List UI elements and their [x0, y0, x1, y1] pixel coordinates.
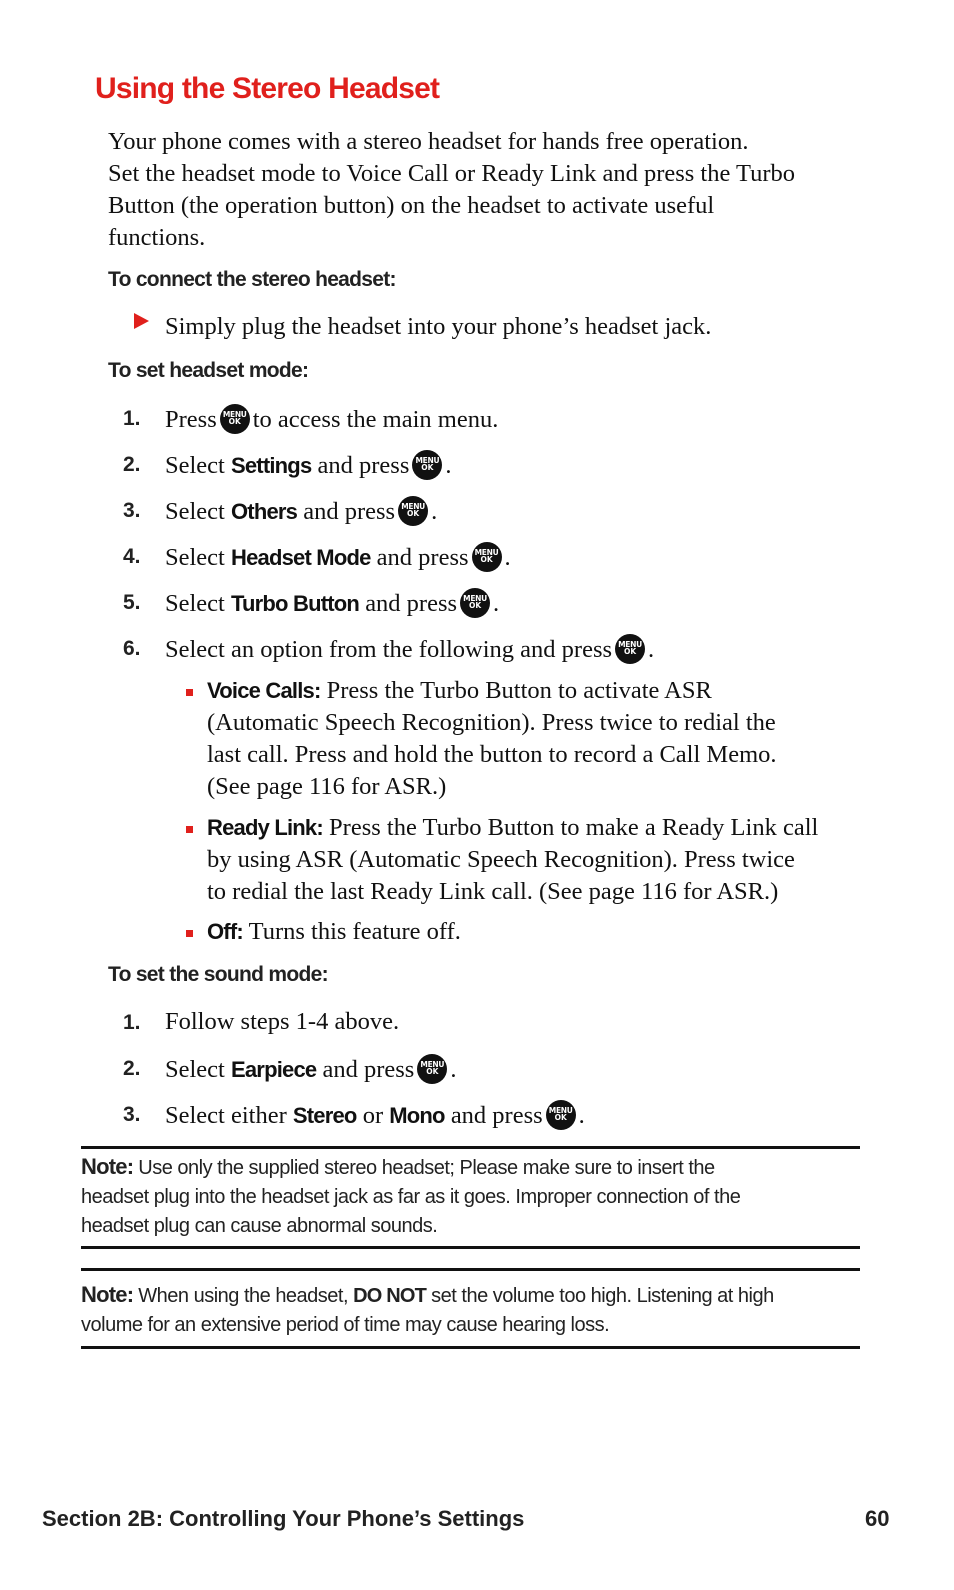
step-post: and press [322, 1056, 415, 1083]
intro-line: Set the headset mode to Voice Call or Ready Link and press the Turbo [108, 160, 796, 187]
connect-heading: To connect the stereo headset: [108, 268, 396, 291]
page-title: Using the Stereo Headset [95, 72, 440, 105]
menu-ok-icon: MENU OK [412, 450, 442, 480]
step-6-text: Select an option from the following and press MENU OK . [165, 636, 655, 663]
step-pre: Select [165, 452, 225, 479]
intro-line: Your phone comes with a stereo headset for hands free operation. [108, 128, 749, 155]
step-post: and press [376, 544, 469, 571]
footer-page-number: 60 [865, 1506, 890, 1531]
option-text: Press the Turbo Button to activate ASR [326, 677, 712, 704]
step-keyword: Earpiece [231, 1057, 317, 1082]
step-mid: or [362, 1102, 384, 1129]
step-2-text: Select Settings and press MENU OK . [165, 452, 452, 479]
sound-mode-heading: To set the sound mode: [108, 963, 328, 986]
option-text: to redial the last Ready Link call. (See page 116 for ASR.) [207, 878, 779, 905]
note-text: When using the headset, [138, 1285, 349, 1307]
step-number: 2. [123, 453, 141, 476]
option-text: (Automatic Speech Recognition). Press twice to redial the [207, 709, 776, 736]
note-label: Note: [81, 1154, 134, 1179]
option-ready-link [207, 812, 867, 908]
step-number: 2. [123, 1057, 141, 1080]
menu-ok-icon: MENU OK [220, 404, 250, 434]
step-number: 1. [123, 407, 141, 430]
intro-line: Button (the operation button) on the headset to activate useful [108, 192, 715, 219]
step-keyword: Others [231, 499, 298, 524]
option-label: Off: [207, 919, 243, 944]
option-label: Ready Link: [207, 815, 323, 840]
step-post: and press [450, 1102, 543, 1129]
option-voice-calls [207, 675, 867, 803]
note-divider [81, 1346, 860, 1349]
step-number: 4. [123, 545, 141, 568]
step-pre: Select [165, 590, 225, 617]
step-3-text: Select Others and press MENU OK . [165, 498, 438, 525]
step-1-text [165, 404, 498, 434]
intro-paragraph [108, 126, 868, 254]
step-number: 5. [123, 591, 141, 614]
footer-section-title: Section 2B: Controlling Your Phone’s Settings [42, 1506, 525, 1531]
square-bullet-icon [186, 826, 193, 833]
note-label: Note: [81, 1282, 134, 1307]
note-divider [81, 1246, 860, 1249]
note-text: headset plug into the headset jack as far as it goes. Improper connection of the [81, 1186, 741, 1208]
step-pre: Select [165, 544, 225, 571]
menu-ok-icon: MENU OK [546, 1100, 576, 1130]
sound-step-3-text: Select either Stereo or Mono and press MENU OK . [165, 1102, 585, 1129]
option-off [207, 916, 867, 948]
step-number: 3. [123, 499, 141, 522]
step-5-text: Select Turbo Button and press MENU OK . [165, 590, 500, 617]
step-keyword: Mono [389, 1103, 445, 1128]
option-text: by using ASR (Automatic Speech Recognition). Press twice [207, 846, 795, 873]
square-bullet-icon [186, 689, 193, 696]
step-number: 1. [123, 1011, 141, 1034]
step-post: and press [303, 498, 396, 525]
warning-note-box [81, 1280, 860, 1340]
connect-bullet-text: Simply plug the headset into your phone’s headset jack. [165, 313, 712, 340]
menu-ok-icon: MENU OK [398, 496, 428, 526]
option-label: Voice Calls: [207, 678, 321, 703]
triangle-bullet-icon [134, 313, 149, 329]
note-box [81, 1152, 860, 1241]
step-post: and press [317, 452, 410, 479]
option-text: Press the Turbo Button to make a Ready Link call [329, 814, 819, 841]
sound-step-2-text: Select Earpiece and press MENU OK . [165, 1056, 457, 1083]
step-post: to access the main menu. [252, 406, 499, 433]
menu-ok-icon: MENU OK [615, 634, 645, 664]
step-keyword: Turbo Button [231, 591, 360, 616]
menu-ok-icon: MENU OK [460, 588, 490, 618]
menu-ok-icon: MENU OK [472, 542, 502, 572]
step-4-text: Select Headset Mode and press MENU OK . [165, 544, 511, 571]
step-pre: Select either [165, 1102, 287, 1129]
step-keyword: Settings [231, 453, 312, 478]
note-text: volume for an extensive period of time may cause hearing loss. [81, 1314, 610, 1336]
step-pre: Select [165, 498, 225, 525]
note-divider [81, 1268, 860, 1271]
step-pre: Select [165, 1056, 225, 1083]
note-emphasis: DO NOT [353, 1285, 427, 1307]
note-text: set the volume too high. Listening at high [431, 1285, 774, 1307]
note-text: headset plug can cause abnormal sounds. [81, 1215, 438, 1237]
option-text: Turns this feature off. [248, 918, 461, 945]
step-number: 3. [123, 1103, 141, 1126]
menu-ok-icon: MENU OK [417, 1054, 447, 1084]
sound-step-1-text: Follow steps 1-4 above. [165, 1008, 400, 1035]
step-keyword: Stereo [292, 1103, 357, 1128]
step-post: and press [365, 590, 458, 617]
note-divider [81, 1146, 860, 1149]
step-keyword: Headset Mode [231, 545, 371, 570]
option-text: last call. Press and hold the button to record a Call Memo. [207, 741, 777, 768]
note-text: Use only the supplied stereo headset; Please make sure to insert the [138, 1157, 715, 1179]
option-text: (See page 116 for ASR.) [207, 773, 447, 800]
headset-mode-heading: To set headset mode: [108, 359, 309, 382]
step-pre: Press [165, 406, 217, 433]
step-pre: Select an option from the following and press [165, 636, 613, 663]
step-number: 6. [123, 637, 141, 660]
square-bullet-icon [186, 930, 193, 937]
intro-line: functions. [108, 224, 206, 251]
